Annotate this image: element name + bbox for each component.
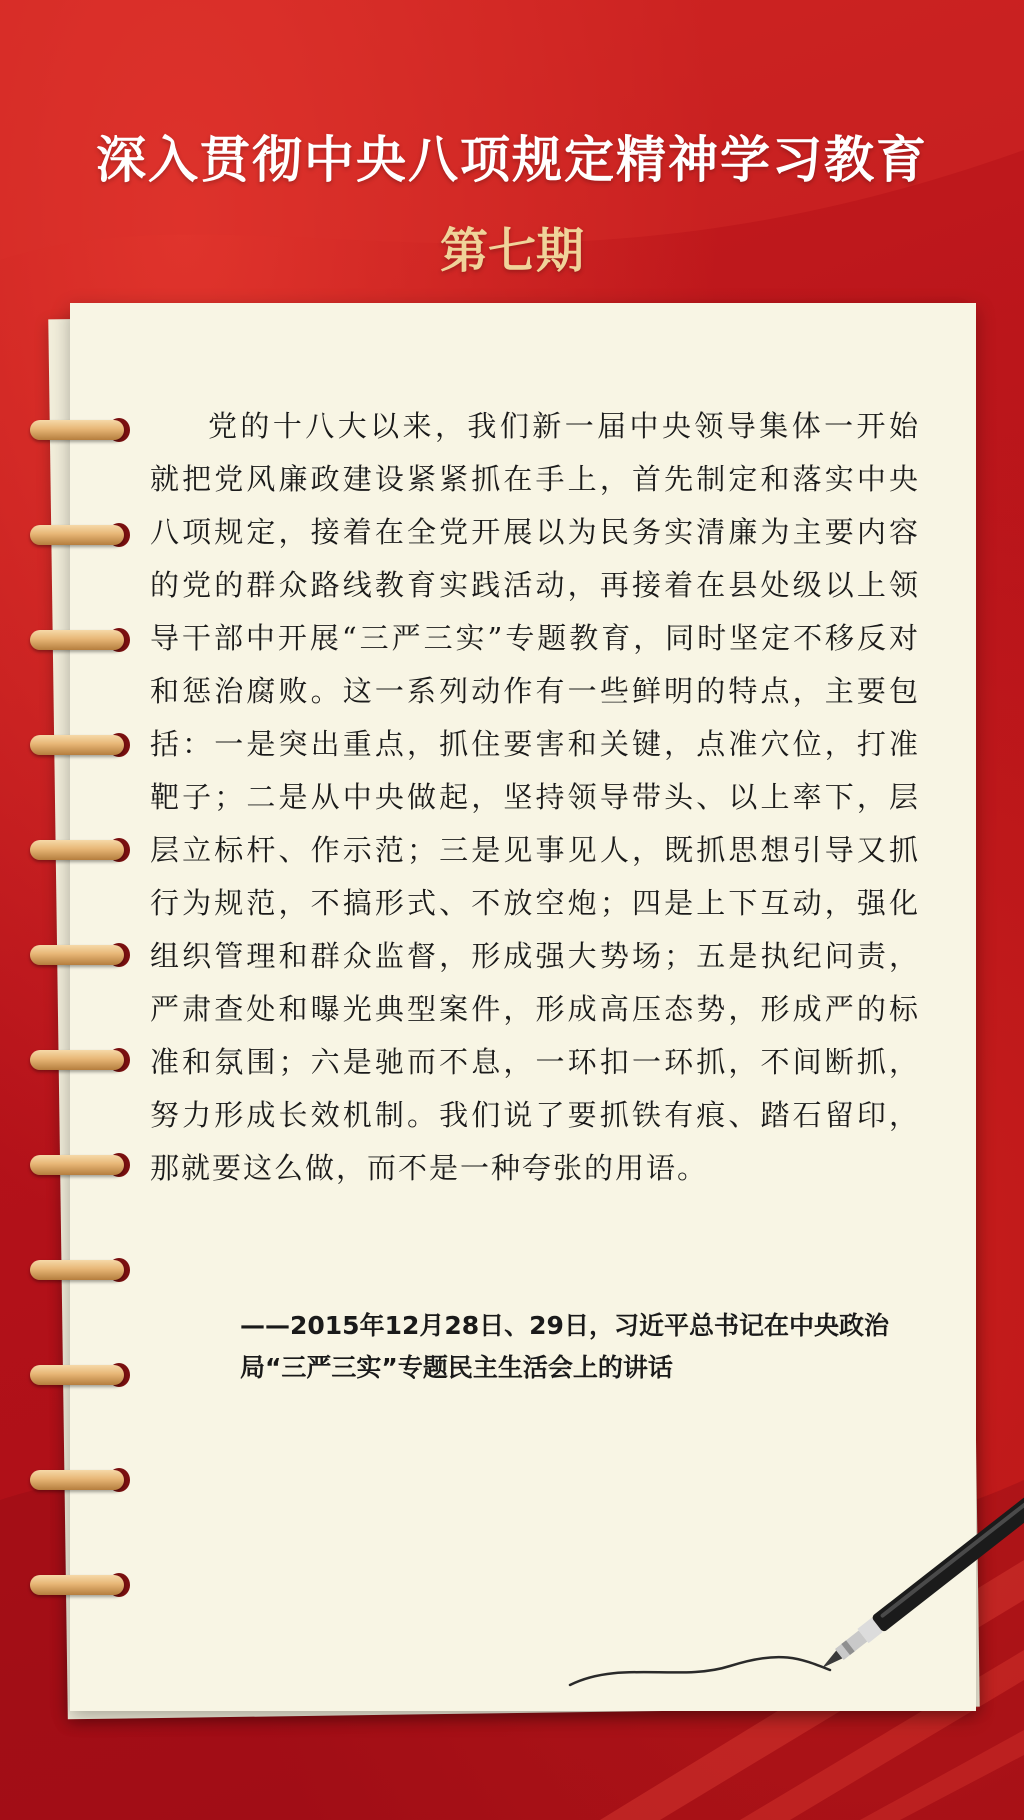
notebook-ring-icon <box>30 1468 120 1492</box>
quote-paragraph: 党的十八大以来，我们新一届中央领导集体一开始就把党风廉政建设紧紧抓在手上，首先制定和落实中央八项规定，接着在全党开展以为民务实清廉为主要内容的党的群众路线教育实践活动，再接着在县处级以上领导干部中开展“三严三实”专题教育，同时坚定不移反对和惩治腐败。这一系列动作有一些鲜明的特点，主要包括：一是突出重点，抓住要害和关键，点准穴位，打准靶子；二是从中央做起，坚持领导带头、以上率下，层层立标杆、作示范；三是见事见人，既抓思想引导又抓行为规范，不搞形式、不放空炮；四是上下互动，强化组织管理和群众监督，形成强大势场；五是执纪问责，严肃查处和曝光典型案件，形成高压态势，形成严的标准和氛围；六是驰而不息，一环扣一环抓，不间断抓，努力形成长效机制。我们说了要抓铁有痕、踏石留印，那就要这么做，而不是一种夸张的用语。 <box>150 409 920 1185</box>
notebook-ring-icon <box>30 523 120 547</box>
quote-attribution: ——2015年12月28日、29日，习近平总书记在中央政治局“三严三实”专题民主生活会上的讲话 <box>240 1311 889 1382</box>
notebook-ring-icon <box>30 1363 120 1387</box>
pen-icon <box>560 1420 1024 1720</box>
notebook-ring-icon <box>30 418 120 442</box>
notebook-ring-icon <box>30 1258 120 1282</box>
page-title: 深入贯彻中央八项规定精神学习教育 <box>96 131 928 189</box>
notebook-ring-icon <box>30 733 120 757</box>
notebook-ring-icon <box>30 1153 120 1177</box>
issue-number: 第七期 <box>439 223 584 279</box>
notebook-ring-icon <box>30 838 120 862</box>
notebook-ring-icon <box>30 1048 120 1072</box>
notebook-ring-icon <box>30 1573 120 1597</box>
notebook-ring-icon <box>30 943 120 967</box>
notebook-ring-icon <box>30 628 120 652</box>
